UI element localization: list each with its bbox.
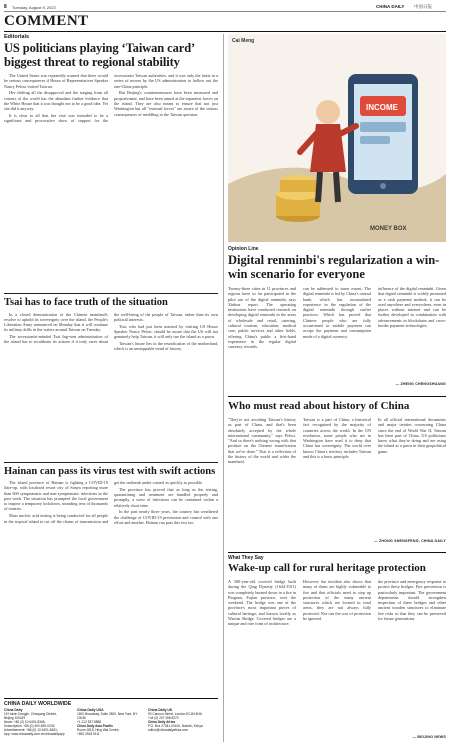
- second-editorial-body: [4, 312, 218, 459]
- opinion-col-2: can be addressed to some extent. The digital renminbi is led by China's central bank, which has accumulated experience in the regulation of the digital renminbi through earlier practices. Which has proved that Chinese people who are fully accustomed to mobile payment can accept the payment and consumption mode of a digital currency.: [303, 286, 371, 339]
- worldwide-line: 1500 Broadway, Suite 2800, New York, NY 10036: [77, 712, 138, 720]
- what-they-say-col-2: However, the incident also shows that many of them are highly vulnerable to fire and that officials need to step up protection of the many ancient structures which are located in rural areas, they are not always fully protected. Nor can the cost of protection be ignored.: [303, 579, 371, 622]
- worldwide-line: 90 Cannon Street, London EC4N 6HA: [148, 712, 202, 716]
- opinion-label: Opinion Line: [228, 246, 259, 252]
- brand-name-cn: 中国日报: [414, 4, 432, 9]
- worldwide-line: Advertisement: +86 (0) 10 6491-8631;: [4, 728, 58, 732]
- lead-editorial-headline: US politicians playing ‘Taiwan card’ biggest threat to regional stability: [4, 41, 195, 69]
- section-title: COMMENT: [4, 13, 89, 29]
- third-paragraph: The province has proved that as long as the testing, quarantining and treatment are handled properly and promptly, a wave of infections can be contained within a relatively short time.: [114, 486, 218, 508]
- what-they-say-col-3: the province and emergency response to protect these bridges. Fire prevention is particularly important. The government departments should strengthen inspection of these bridges and other ancient wooden structures to eliminate fire risks so that they can be preserved for future generations.: [378, 579, 446, 622]
- editorials-section: [4, 34, 218, 694]
- divider: [4, 462, 218, 463]
- cartoon-drawing: [228, 34, 446, 242]
- worldwide-line: +1 212 537 8888: [77, 720, 102, 724]
- what-they-say-col-1: A 300-year-old covered bridge built during the Qing Dynasty (1644-1911) was completely burned down in a fire in Pingnan, Fujian province, over the weekend. The bridge was one of the province's most important pieces of cultural heritage, and known locally as Wan'an Bridge. Covered bridges are a unique and rare form of architecture.: [228, 579, 296, 627]
- section-rule: [4, 31, 446, 32]
- opinion-line-section: [228, 246, 446, 391]
- worldwide-line: 15 Huixin Dongjie, Chaoyang District,: [4, 712, 57, 716]
- lead-paragraph: The United States was repeatedly warned that there would be serious consequences if House of Representatives Speaker Nancy Pelosi visited Taiwan.: [4, 73, 108, 89]
- brand-name: CHINA DAILY: [376, 4, 405, 9]
- what-they-say-headline: Wake-up call for rural heritage protection: [228, 562, 426, 574]
- worldwide-label: CHINA DAILY WORLDWIDE: [4, 700, 72, 707]
- lead-editorial-body: [4, 73, 218, 291]
- opinion-col-1: Twenty-three cities in 11 provinces and regions have so far participated in the pilot use of the digital renminbi, says Xinhua report. The operating institutions have conducted research on developing digital renminbi in the areas of wholesale and retail, catering, cultural tourism, education, medical care, public services and other fields, offering China's public a first-hand experience in the regular digital currency rewards.: [228, 286, 296, 350]
- third-editorial-headline: Hainan can pass its virus test with swift actions: [4, 465, 216, 477]
- header-rule: [4, 11, 446, 12]
- worldwide-line: Beijing 100029: [4, 716, 26, 720]
- worldwide-line: P.O. Box 27281-00100, Nairobi, Kenya: [148, 724, 203, 728]
- worldwide-col-1-title: China Daily: [4, 708, 23, 712]
- phone-graphic: [348, 74, 418, 194]
- second-paragraph: The secessionist-minded Tsai Ing-wen administration of the island has to recalibrate its actions if it truly cares about the well-being of the people of Taiwan, rather than its own political interests.: [4, 311, 218, 345]
- worldwide-line: App: www.chinadaily.com.cn/chinadailyapp: [4, 732, 65, 736]
- cartoon-illustration: [228, 34, 446, 242]
- history-headline: Who must read about history of China: [228, 400, 410, 412]
- history-col-2: Taiwan is a part of China, a historical fact recognized by the majority of countries across the world. In the UN resolution, some people who are in Washington have used it to deny that China has sovereignty. The world over knows China's territory includes Taiwan and this is a basic principle.: [303, 417, 371, 460]
- worldwide-line: editor@chinadailyafrica.com: [148, 728, 189, 732]
- divider: [4, 293, 218, 294]
- lead-paragraph: It is clear to all that her visit was intended to be a significant and provocative show of support for the secessionist Taiwan authorities, and it was only the latest in a series of moves by the US administration to hollow out the one-China principle.: [4, 73, 218, 124]
- history-signature: — ZHONG SHENGFENG, CHINA DAILY: [373, 539, 446, 543]
- coin-stack: [276, 175, 320, 222]
- editorials-label: Editorials: [4, 34, 30, 40]
- history-col-3: In all official international documents and major treaties concerning China since the end of World War II, Taiwan has been part of China. US politicians know what they're doing and are using the island as a pawn in their geopolitical game.: [378, 417, 446, 454]
- second-paragraph: Taiwan's future lies in the reunification of the motherland, which is an unstoppable trend of history.: [114, 340, 218, 352]
- cartoon-label-income: INCOME: [366, 103, 398, 112]
- second-paragraph: Tsai, who had just been assisted by visiting US House Speaker Nancy Pelosi, should be aware that the US will not genuinely help Taiwan, it will only use the island as a pawn.: [114, 323, 218, 340]
- what-they-say-signature: — BEIJING NEWS: [412, 735, 446, 739]
- third-paragraph: The island province of Hainan is fighting a COVID-19 flare-up, with localized resort city of Sanya reporting more than 600 symptomatic and non-symptomatic infections in the past week. The situation has prompted the local government to impose a temporary lockdown, stranding tens of thousands of tourists.: [4, 480, 108, 512]
- lead-paragraph: Her shifting all the disapproval and the surging from all corners of the world has the abundant further evidence that the White House that it was thought not to be a good idea. Yet she did it anyway.: [4, 90, 108, 112]
- opinion-headline: Digital renminbi's regularization a win-win scenario for everyone: [228, 253, 440, 281]
- opinion-signature: — ZHENG CHENGSHUANG: [395, 382, 446, 386]
- worldwide-box: [4, 698, 218, 744]
- photo-credit: Cai Meng: [232, 38, 255, 44]
- worldwide-col-1: [4, 708, 74, 736]
- worldwide-line: China Daily Asia Pacific: [77, 724, 114, 728]
- page-date: Tuesday, August 9, 2022: [12, 4, 56, 10]
- history-section: [228, 396, 446, 547]
- worldwide-line: Room 1818, Hing Wai Centre,: [77, 728, 120, 732]
- second-editorial-headline: Tsai has to face truth of the situation: [4, 297, 168, 308]
- third-paragraph: In the past nearly three years, the country has weathered the challenge of COVID-19 prevention and control with one effort and another. Hainan can pass this test too.: [114, 509, 218, 526]
- worldwide-line: China Daily Africa: [148, 720, 176, 724]
- second-paragraph: In a closed demonstration of the Chinese mainland's resolve to uphold its sovereignty over the island, the People's Liberation Army announced on Monday that it will continue its military drills in the waters around Taiwan on Tuesday.: [4, 311, 108, 333]
- lead-paragraph: But Beijing's countermeasures have been measured and proportionate, and have been aimed at the separatist forces on the island. They are also meant to ensure that not just Washington but all "external forces" are aware of the serious consequences of meddling in the Taiwan question.: [114, 90, 218, 117]
- cartoon-label-money: MONEY BOX: [370, 226, 407, 232]
- opinion-col-3: influence of the digital renminbi. Given that digital renminbi is widely promoted as a cash payment method, it can be used anywhere and everywhere, even in places without internet and can be further developed in combination with advancements in blockchain and cross-border payment technologies.: [378, 286, 446, 329]
- worldwide-line: +852 2518 5111: [77, 732, 100, 736]
- worldwide-line: News: +86 (0) 10 6491-8366;: [4, 720, 46, 724]
- worldwide-line: Subscription: +86 (0) 400-699-0203;: [4, 724, 56, 728]
- what-they-say-label: What They Say: [228, 555, 264, 561]
- page-header: [4, 4, 446, 30]
- page-number: 8: [4, 4, 7, 10]
- third-paragraph: Mass nucleic acid testing is being conducted for all people in the tropical island to cut off the chains of transmission and get the outbreak under control as quickly as possible.: [4, 480, 203, 524]
- worldwide-col-2: [77, 708, 145, 736]
- worldwide-col-3-title: China Daily UK: [148, 708, 173, 712]
- worldwide-line: +44 (0) 207 398 8270: [148, 716, 179, 720]
- worldwide-col-2-title: China Daily USA: [77, 708, 104, 712]
- column-separator: [223, 34, 224, 742]
- what-they-say-section: [228, 552, 446, 743]
- third-editorial-body: [4, 480, 218, 630]
- history-col-1: "They're not avoiding Taiwan's history as part of China, and that's been absolutely accepted by the whole international community," says Pelosi. "And so there's nothing wrong with that position on the Chinese reunification that we've done." That is a reflection of the history of the world and wider the mainland.: [228, 417, 296, 465]
- worldwide-col-3: [148, 708, 218, 732]
